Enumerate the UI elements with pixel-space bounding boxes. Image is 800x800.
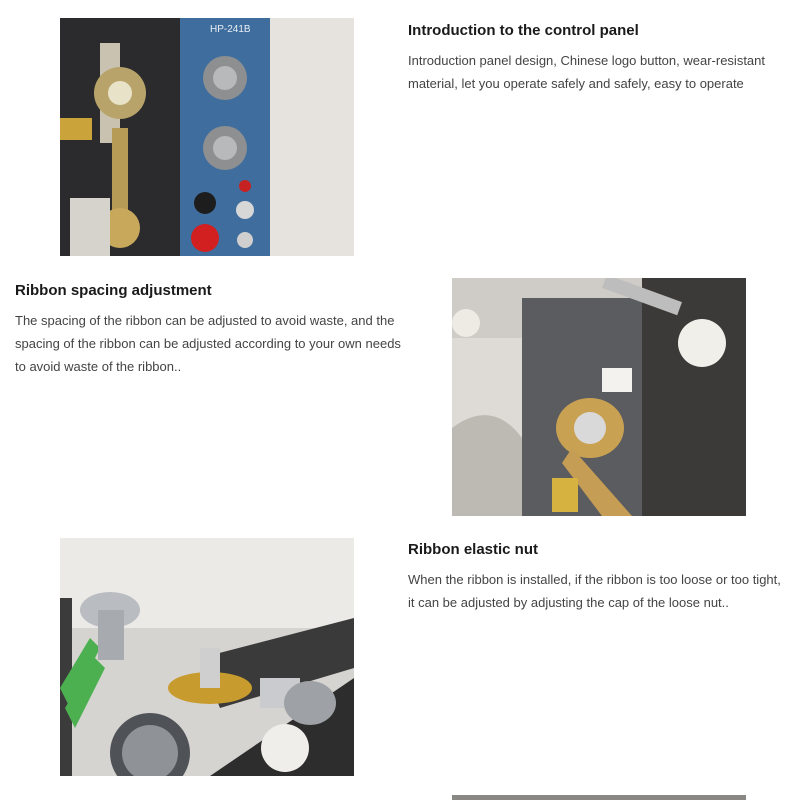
- next-photo-edge: [452, 795, 746, 800]
- section-title: Ribbon spacing adjustment: [15, 282, 212, 299]
- section-description: When the ribbon is installed, if the ribbon is too loose or too tight, it can be adjusted by adjusting the cap of the loose nut..: [408, 572, 781, 610]
- section-description: The spacing of the ribbon can be adjusted to avoid waste, and the spacing of the ribbon can be adjusted according to your own needs to avoid waste of the ribbon..: [15, 313, 401, 374]
- ribbon-spacing-photo: [452, 278, 746, 516]
- section-description: Introduction panel design, Chinese logo button, wear-resistant material, let you operate safely and safely, easy to operate: [408, 53, 765, 91]
- section-title: Ribbon elastic nut: [408, 541, 539, 558]
- elastic-nut-photo: [60, 538, 354, 776]
- section-control-panel: [408, 22, 778, 95]
- section-elastic-nut: [408, 541, 788, 614]
- section-ribbon-spacing: [15, 282, 405, 378]
- control-panel-photo: [60, 18, 354, 256]
- section-title: Introduction to the control panel: [408, 22, 639, 39]
- panel-model-label: HP-241B: [210, 24, 251, 35]
